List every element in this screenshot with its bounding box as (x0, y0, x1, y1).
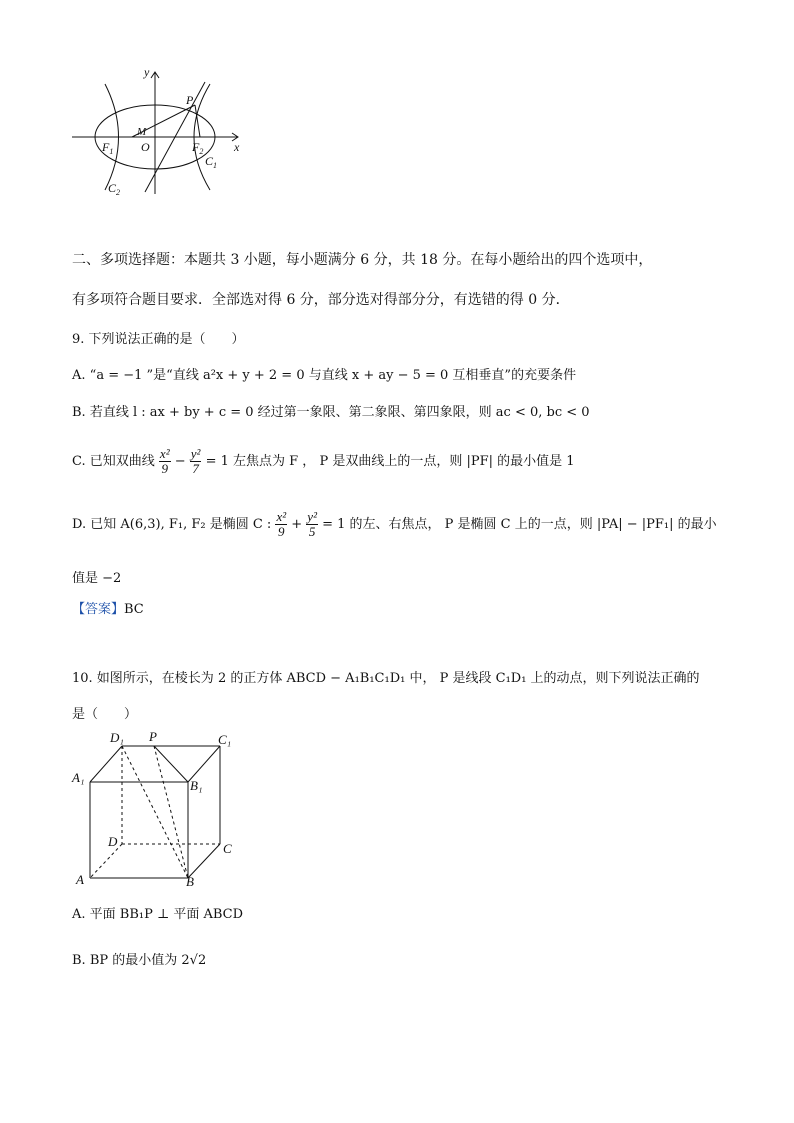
cube-label-c: C (223, 841, 232, 856)
q10-option-a (72, 903, 243, 922)
cube-label-a1: A₁ (72, 770, 85, 785)
q9-option-d (72, 510, 717, 539)
cube-label-b: B (186, 874, 194, 889)
answer-tag: 【答案】 (72, 602, 125, 617)
label-y: y (144, 65, 150, 79)
q9-c-fraction-x: $\frac{\text{x²}}{9}$ (159, 446, 170, 476)
q9-option-a-text: “a = −1 ”是“直线 a²x + y + 2 = 0 与直线 x + ay − 5 = 0 互相垂直”的充要条件 (89, 368, 577, 383)
q9-d-fraction-x: $\frac{\text{x²}}{9}$ (276, 509, 287, 539)
q9-option-d-post: = 1 的左、右焦点， P 是椭圆 C 上的一点，则 |PA| − |PF₁| 的最小 (322, 517, 717, 532)
q10-option-b-text: BP 的最小值为 2√2 (89, 953, 207, 968)
q10-option-a-text: 平面 BB₁P ⊥ 平面 ABCD (89, 907, 244, 922)
q9-answer (72, 598, 144, 617)
q9-d-plus: + (291, 517, 303, 532)
q9-option-d-label: D. (72, 517, 87, 532)
q9-option-c-pre: 已知双曲线 (89, 454, 155, 469)
label-p: P (186, 93, 194, 107)
label-c1: $C_1$ (205, 154, 218, 170)
label-x: x (234, 140, 240, 154)
cube-label-d1: D₁ (110, 730, 124, 745)
q10-line2: 是（ ） (72, 707, 138, 722)
cube-figure (70, 726, 240, 892)
ellipse-hyperbola-figure (70, 62, 250, 202)
cube-label-p: P (149, 729, 157, 744)
q9-c-minus: − (174, 454, 186, 469)
q9-option-d-line2: 值是 −2 (72, 571, 122, 586)
answer-value: BC (124, 602, 144, 617)
cube-label-d: D (108, 834, 118, 849)
label-f1: $F_1$ (102, 140, 114, 156)
q9-option-d-pre: 已知 A(6,3), F₁, F₂ 是椭圆 C : (90, 517, 272, 532)
q10-line1: 10. 如图所示，在棱长为 2 的正方体 ABCD − A₁B₁C₁D₁ 中， P 是线段 C₁D₁ 上的动点，则下列说法正确的 (72, 671, 700, 686)
label-o: O (141, 140, 150, 154)
cube-label-a: A (76, 872, 84, 887)
q9-option-c-label: C. (72, 454, 86, 469)
label-f2: $F_2$ (192, 140, 204, 156)
q9-option-c-post: = 1 左焦点为 F ， P 是双曲线上的一点，则 |PF| 的最小值是 1 (205, 454, 575, 469)
q9-stem: 9. 下列说法正确的是（ ） (72, 332, 245, 347)
q10-option-a-label: A. (72, 907, 86, 922)
cube-label-b1: B₁ (190, 778, 203, 793)
q10-option-b-label: B. (72, 953, 86, 968)
section2-line2: 有多项符合题目要求．全部选对得 6 分，部分选对得部分分，有选错的得 0 分． (72, 292, 570, 308)
q9-option-b (72, 401, 590, 420)
q9-option-b-text: 若直线 l : ax + by + c = 0 经过第一象限、第二象限、第四象限，则 ac < 0, bc < 0 (89, 405, 590, 420)
q9-c-fraction-y: $\frac{\text{y²}}{7}$ (190, 446, 201, 476)
q10-option-b (72, 949, 206, 968)
q9-option-a-label: A. (72, 368, 86, 383)
cube-label-c1: C₁ (218, 732, 232, 747)
q9-option-a (72, 364, 576, 383)
q9-d-fraction-y: $\frac{\text{y²}}{5}$ (307, 509, 317, 539)
section2-line1: 二、多项选择题：本题共 3 小题，每小题满分 6 分，共 18 分。在每小题给出的四个选项中， (72, 252, 653, 268)
q9-option-c (72, 447, 575, 476)
label-c2: $C_2$ (108, 181, 121, 197)
q9-option-b-label: B. (72, 405, 86, 420)
label-m: M (137, 126, 147, 138)
